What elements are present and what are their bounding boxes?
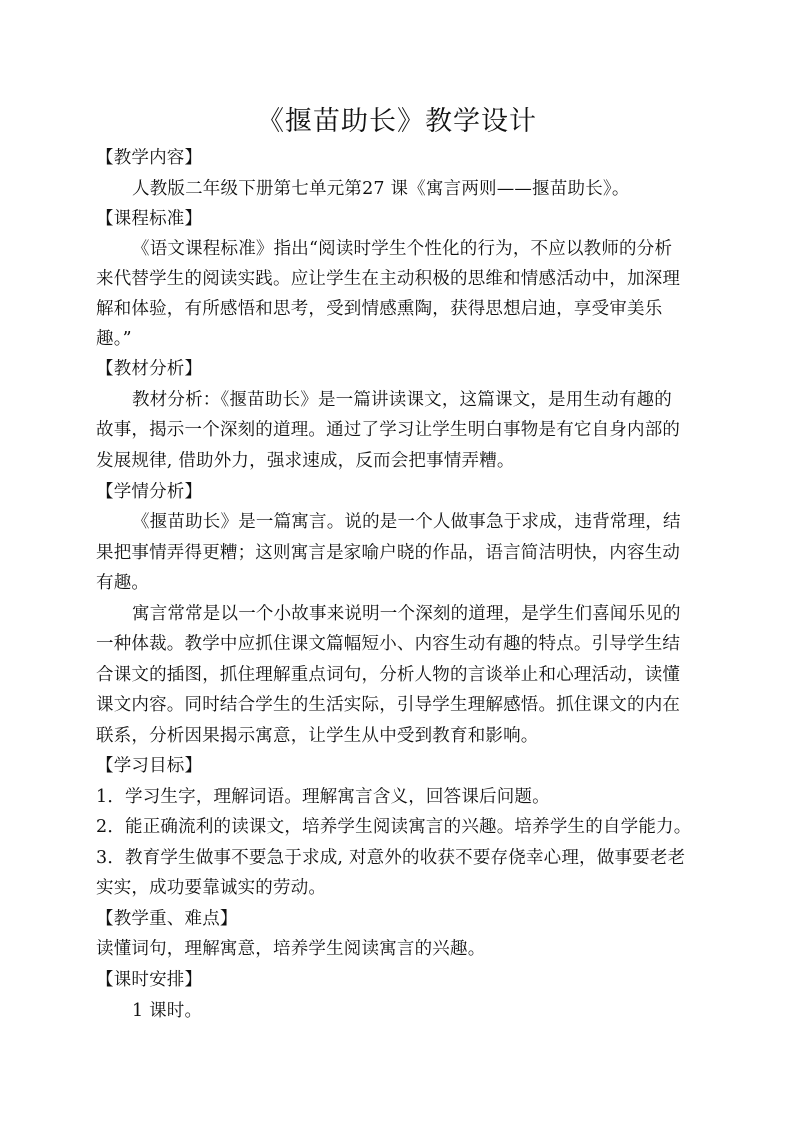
paragraph-line: 有趣。 <box>96 573 150 593</box>
paragraph-line: 解和体验，有所感悟和思考，受到情感熏陶，获得思想启迪，享受审美乐 <box>96 299 663 319</box>
paragraph-line: 趣。” <box>96 329 132 349</box>
heading-textbook-analysis: 【教材分析】 <box>96 359 203 379</box>
paragraph-line: 一种体裁。教学中应抓住课文篇幅短小、内容生动有趣的特点。引导学生结 <box>96 634 681 654</box>
paragraph-line: 1 课时。 <box>132 1001 203 1021</box>
paragraph-line: 发展规律, 借助外力，强求速成，反而会把事情弄糟。 <box>96 451 515 471</box>
heading-teaching-content: 【教学内容】 <box>96 148 203 168</box>
paragraph-line: 人教版二年级下册第七单元第27 课《寓言两则——揠苗助长》。 <box>132 179 630 199</box>
heading-curriculum-standard: 【课程标准】 <box>96 209 203 229</box>
paragraph-line: 寓言常常是以一个小故事来说明一个深刻的道理，是学生们喜闻乐见的 <box>132 604 681 624</box>
paragraph-line: 课文内容。同时结合学生的生活实际，引导学生理解感悟。抓住课文的内在 <box>96 695 681 715</box>
heading-schedule: 【课时安排】 <box>96 970 203 990</box>
paragraph-line: 联系，分析因果揭示寓意，让学生从中受到教育和影响。 <box>96 726 539 746</box>
paragraph-line: 实实，成功要靠诚实的劳动。 <box>96 878 327 898</box>
paragraph-line: 来代替学生的阅读实践。应让学生在主动积极的思维和情感活动中，加深理 <box>96 269 681 289</box>
paragraph-line: 合课文的插图，抓住理解重点词句，分析人物的言谈举止和心理活动，读懂 <box>96 665 681 685</box>
paragraph-line: 果把事情弄得更糟；这则寓言是家喻户晓的作品，语言简洁明快，内容生动 <box>96 543 681 563</box>
paragraph-line: 《揠苗助长》是一篇寓言。说的是一个人做事急于求成，违背常理，结 <box>132 512 681 532</box>
heading-key-points: 【教学重、难点】 <box>96 909 238 929</box>
document-title: 《揠苗助长》教学设计 <box>257 106 537 137</box>
heading-learning-objectives: 【学习目标】 <box>96 756 203 776</box>
paragraph-line: 故事，揭示一个深刻的道理。通过了学习让学生明白事物是有它自身内部的 <box>96 420 681 440</box>
heading-learner-analysis: 【学情分析】 <box>96 482 203 502</box>
paragraph-line: 教材分析：《揠苗助长》是一篇讲读课文，这篇课文，是用生动有趣的 <box>132 390 672 410</box>
paragraph-line: 《语文课程标准》指出“阅读时学生个性化的行为，不应以教师的分析 <box>132 239 673 259</box>
paragraph-line: 读懂词句，理解寓意，培养学生阅读寓言的兴趣。 <box>96 939 486 959</box>
objective-item: 1．学习生字，理解词语。理解寓言含义，回答课后问题。 <box>96 787 550 807</box>
objective-item: 2．能正确流利的读课文，培养学生阅读寓言的兴趣。培养学生的自学能力。 <box>96 817 692 837</box>
objective-item: 3．教育学生做事不要急于求成, 对意外的收获不要存侥幸心理，做事要老老 <box>96 848 686 868</box>
